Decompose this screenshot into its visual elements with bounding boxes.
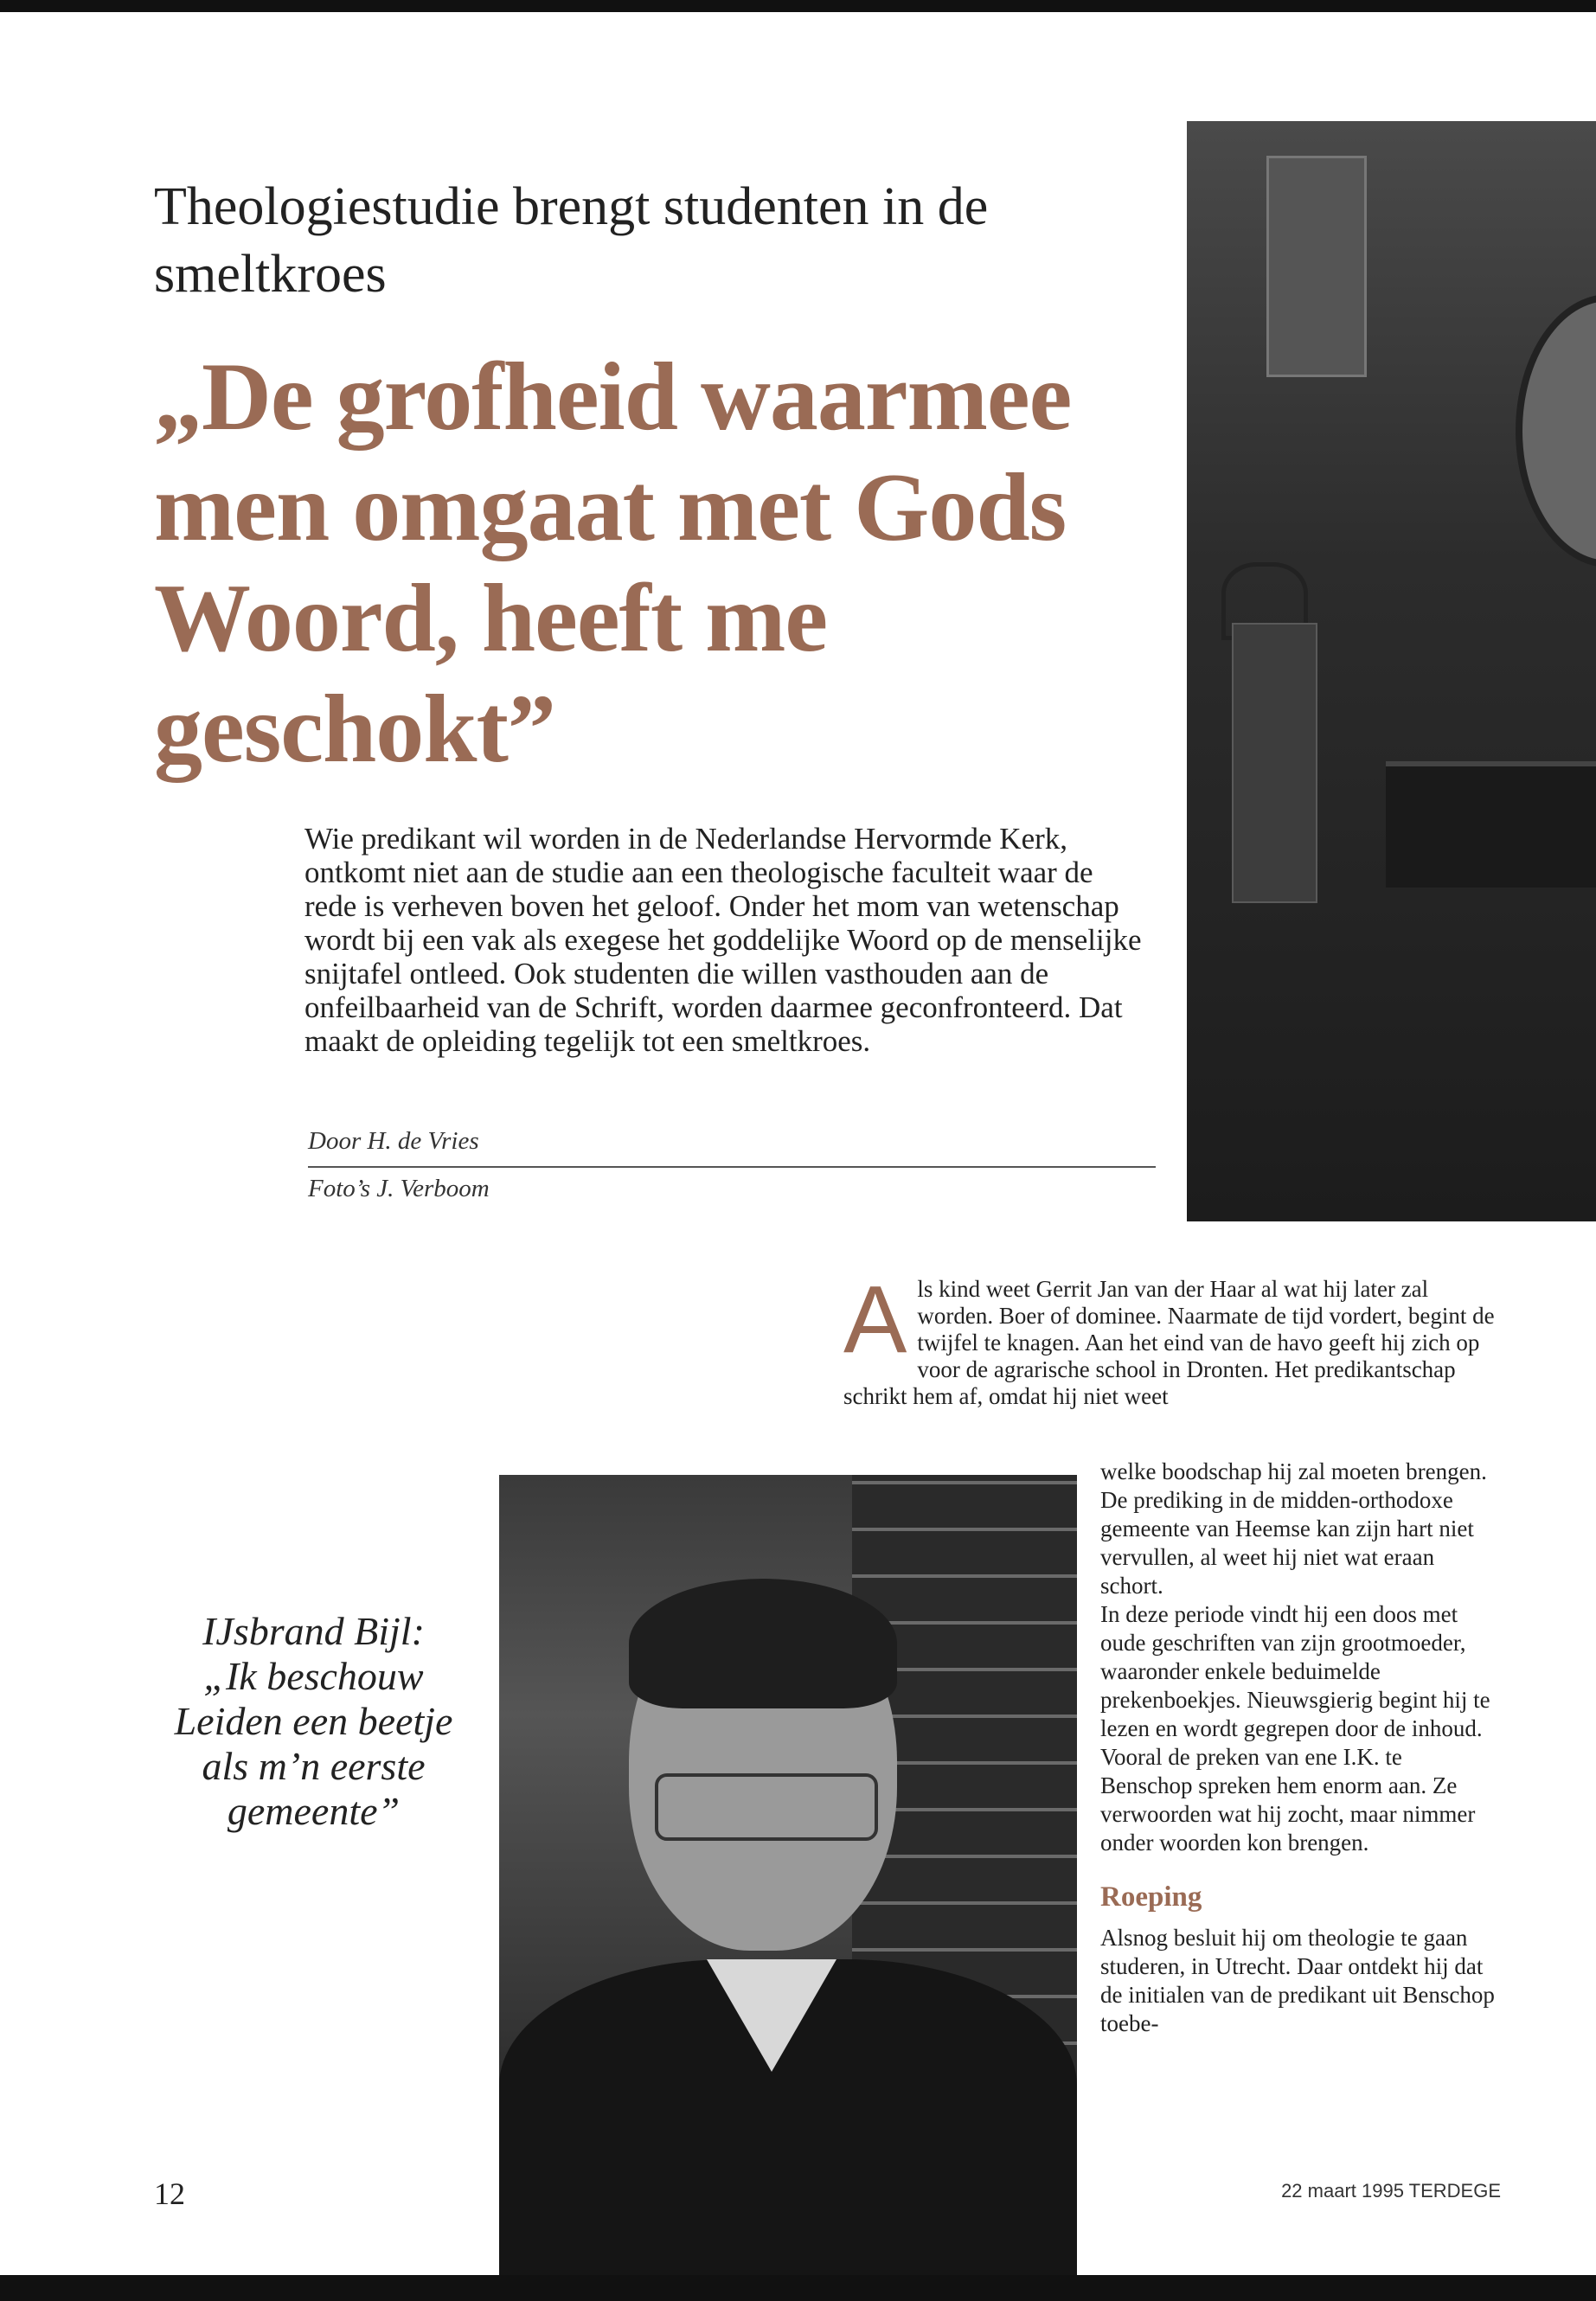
body-paragraph-3: Alsnog besluit hij om theologie te gaan studeren, in Utrecht. Daar ontdekt hij dat de initialen van de predikant uit Benschop toebe-: [1100, 1925, 1495, 2036]
author-credit: Door H. de Vries: [308, 1127, 1156, 1168]
photo-credit: Foto’s J. Verboom: [308, 1175, 490, 1202]
pull-quote-name: IJsbrand Bijl:: [202, 1609, 425, 1653]
body-paragraph-1: welke boodschap hij zal moeten brengen. De prediking in de midden-orthodoxe gemeente van Heemse kan zijn hart niet vervullen, al weet hij niet wat eraan schort.: [1100, 1458, 1487, 1599]
portrait-glasses: [655, 1773, 878, 1841]
bathroom-photo: [1187, 121, 1596, 1221]
mirror: [1516, 294, 1596, 567]
bottom-rule: [0, 2275, 1596, 2301]
pull-quote-text: „Ik beschouw Leiden een beetje als m’n eerste gemeente”: [174, 1654, 453, 1833]
article-intro: Wie predikant wil worden in de Nederlandse Hervormde Kerk, ontkomt niet aan de studie aan een theologische faculteit waar de rede is verheven boven het geloof. Onder het mom van wetenschap wordt bij een vak als exegese het goddelijke Woord op de menselijke snijtafel ontleed. Ook studenten die willen vasthouden aan de onfeilbaarheid van de Schrift, worden daarmee geconfronteerd. Dat maakt de opleiding tegelijk tot een smeltkroes.: [304, 822, 1142, 1058]
towel: [1232, 623, 1317, 903]
top-rule: [0, 0, 1596, 12]
sink: [1386, 761, 1596, 888]
body-column: [1100, 1458, 1498, 2038]
portrait-hair: [629, 1579, 897, 1708]
opening-text: ls kind weet Gerrit Jan van der Haar al wat hij later zal worden. Boer of dominee. Naarmate de tijd vordert, begint de twijfel te knagen. Aan het eind van de havo geeft hij zich op voor de agrarische school in Dronten. Het predikantschap schrikt hem af, omdat hij niet weet: [843, 1276, 1495, 1409]
portrait-photo: [499, 1475, 1077, 2275]
pull-quote: [147, 1609, 480, 1834]
wall-picture: [1266, 156, 1367, 377]
section-subhead: Roeping: [1100, 1881, 1202, 1913]
body-paragraph-2: In deze periode vindt hij een doos met oude geschriften van zijn grootmoeder, waaronder enkele beduimelde prekenboekjes. Nieuwsgierig begint hij te lezen en wordt gegrepen door de inhoud. Vooral de preken van ene I.K. te Benschop spreken hem enorm aan. Ze verwoorden wat hij zocht, maar nimmer onder woorden kon brengen.: [1100, 1601, 1490, 1856]
opening-paragraph: [843, 1266, 1509, 1410]
page-number: 12: [154, 2176, 185, 2211]
article-kicker: Theologiestudie brengt studenten in de smeltkroes: [154, 177, 989, 304]
article-headline: „De grofheid waarmee men omgaat met Gods Woord, heeft me geschokt”: [154, 343, 1072, 783]
drop-cap: A: [843, 1266, 907, 1373]
byline: [308, 1127, 1156, 1203]
issue-line: 22 maart 1995 TERDEGE: [1281, 2180, 1501, 2202]
